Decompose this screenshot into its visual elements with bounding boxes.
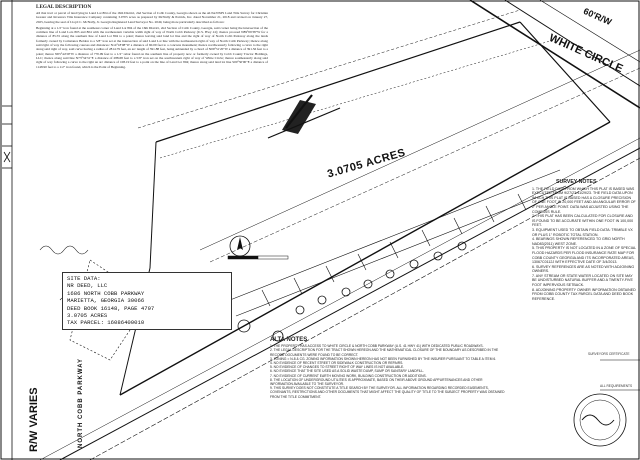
alta-note: 6. NO EVIDENCE THAT THE SITE USED AS A SOLID WASTE DUMP, SUMP OR SANITARY LANDFILL. [270,369,425,374]
survey-note: 6. SURVEY REFERENCES ARE AS NOTED WITH ADJOINING OWNERS. [532,264,635,274]
surveyor-seal [574,394,626,446]
alta-notes [270,338,506,399]
alta-note: 5. NO EVIDENCE OF CHANGES TO STREET RIGHT OF WAY LINES IS NOT AVAILABLE. [270,365,405,370]
alta-note: 7. NO EVIDENCE OF CURRENT EARTH MOVING WORK, BUILDING CONSTRUCTION OR ADDITIONS. [270,373,427,378]
surveyors-certificate-label: SURVEYORS CERTIFICATE [588,352,630,356]
survey-note: 7. ANY STREAM OR STATE WATER LOCATED ON SITE MAY BE UNDISTURBED NATURAL BUFFER AND A TWENTY-FIVE FOOT IMPERVIOUS SETBACK. [532,273,633,288]
acreage-label: 3.0705 ACRES [326,146,407,181]
alta-notes-title: ALTA NOTES [270,337,308,343]
alta-note: 4. NO EVIDENCE OF RECENT STREET OR SIDEWALK CONSTRUCTION OR REPAIRS. [270,361,404,366]
site-data-line: SITE DATA: [67,275,101,282]
survey-notes [532,180,636,301]
site-data-box [62,272,232,330]
survey-notes-title: SURVEY NOTES [556,179,597,185]
white-circle-row-label: 60'R/W [581,6,614,28]
rw-varies-label: R/W VARIES [28,387,40,452]
scale-bar [228,256,288,259]
survey-note: 4. BEARINGS SHOWN REFERENCED TO GRID NORTH NAD83(2011) WEST ZONE. [532,237,625,246]
left-tick-marks [2,106,12,168]
alta-note: 9. THIS SURVEY DOES NOT CONSTITUTE A TITLE SEARCH BY THE SURVEYOR. ALL INFORMATION REGARDING RECORDED EASEMENTS, COVENANTS, RESTRICTIONS AND OTHER DOCUMENTS THAT MIGHT AFFECT THE QUALITY OF TITLE TO THE SUBJECT PROPERTY WAS OBTAINED FROM THE TITLE COMMITMENT. [270,386,505,399]
seal-requirements-label: ALL REQUIREMENTS [600,384,633,388]
cobb-parkway-label: NORTH COBB PARKWAY [78,357,84,448]
alta-note: 8. THE LOCATION OF UNDERGROUND UTILITIES IS APPROXIMATE, BASED ON THEIR ABOVE GROUND APPURTENANCES AND OTHER INFORMATION AVAILABLE TO THE SURVEYOR. [270,377,483,387]
survey-note: 2. THIS PLAT HAS BEEN CALCULATED FOR CLOSURE AND IS FOUND TO BE ACCURATE WITHIN ONE FOOT IN 100,000 FEET. [532,214,634,228]
white-circle-road [470,0,640,108]
parking-stripes [230,170,566,316]
alta-note: 1. THE PROPERTY HAS ACCESS TO WHITE CIRCLE & NORTH COBB PARKWAY (U.S. 41 HWY 41) WITH DEDICATED PUBLIC ROADWAYS. [270,344,484,349]
survey-note: 1. THE FIELD DATA FROM WHICH THIS PLAT IS BASED WAS EXECUTED FROM 9/27/23-11/29/23. THE FIELD DATA UPON WHICH THIS PLAT IS BASED HAS A CLOSURE PRECISION OF ONE FOOT IN 20,000 FEET AND AN ANGULAR ERROR OF 2" PER ANGLE POINT. DATA WAS ADJUSTED USING THE COMPASS RULE. [532,186,636,214]
white-circle-label: WHITE CIRCLE [547,32,625,76]
legal-description [36,4,268,71]
site-data-line: 3.0705 ACRES [67,312,108,320]
legal-heading: LEGAL DESCRIPTION [36,4,92,10]
site-data-line: TAX PARCEL: 16086400010 [67,319,145,327]
legal-paragraph-1: All that tract or parcel of land lying in Land Lot 804 of the 16th District, 2nd Section of Cobb County, Georgia shown as the ALTA/NSPS Land Title Survey for Christian Greater and Investors Title Insurance Company containing 3.0705 acres as prepared by McNally & Patrick, Inc. dated November 21, 2018 and revised on January 27, 2025, bearing the seal of Lloyd C. McNally, Jr. Georgia Registered Land Surveyor No. 2049, being more particularly described as follows: [36,11,268,24]
alta-note: 3. ZONING = N-8 & CG. ZONING INFORMATION SHOWN HEREON HAS NOT BEEN FURNISHED BY THE INSURER PURSUANT TO TABLE A ITEM 6. [270,356,497,361]
north-arrow-icon [230,236,250,256]
site-data-line: DEED BOOK 16148, PAGE 4797 [67,304,155,312]
site-data-line: 1686 NORTH COBB PARKWAY [67,289,145,297]
legal-paragraph-2: Beginning at a 1/2" iron found at the southeast corner of Land Lot 804 of the 16th District, 2nd Section of Cobb County, Georgia, said corner being the intersection of the common line of Land Lots 803 and 804 with the northeastern variable width right of way of North Cobb Parkway (U.S. Hwy 41); thence proceed N89°09'38"W for a distance of 85.55 along the southern line of Land Lot 804 to a point; thence leaving said land lot line and the right of way of North Cobb Parkway along the lands formerly owned by Comstance Beldon to a 5/8" iron set at the intersection of said Land Lot line with the northeastern right of way of North Cobb Parkway; thence along said right of way the following courses and distances: N14°18'08"W a distance of 60.09 feet to a concrete monument; thence northwesterly following a curve to the right along said right of way, said curve having a radius of 2814.79 feet, an arc length of 391.88 feet, being subtended by a chord of N09°51'20"W a distance of 391.56 feet to a point; thence N05°44'39"W a distance of 770.99 feet to a 1/2" rebar found on the southern line of property now or formerly owned by Cobb County Tractor Holdings, LLC; thence along said line N73°34'31"E a distance of 288.68 feet to a 5/8" iron set on the southwestern right of way of White Circle; thence southeasterly along said right of way following a curve to the right an arc distance of 108.19 feet to a point on the line of Land Lot 804; thence along said land lot line S00°50'00"E a distance of 1148.90 feet to a 1/2" iron found, which is the Point of Beginning. [36,25,268,69]
survey-note: 3. EQUIPMENT USED TO OBTAIN FIELD DATA: TRIMBLE VX OR PLUS 1" ROBOTIC TOTAL STATION. [532,227,633,237]
alta-note: 2. THE LEGAL DESCRIPTION FOR THE TRACT SHOWN HEREON AND THE MATHEMATICAL CLOSURE OF THE BOUNDARY AS DESCRIBED IN THE RECORD DOCUMENTS WERE FOUND TO BE CORRECT. [270,348,499,357]
survey-note: 5. THIS PROPERTY IS NOT LOCATED IN A ZONE OF SPECIAL FLOOD HAZARDS PER FLOOD INSURANCE RATE MAP FOR COBB COUNTY GEORGIA AND ITS INCORPORATED AREAS, 13067C0112J WITH EFFECTIVE DATE OF 3/4/2013. [532,246,636,265]
site-data-line: NR DEED, LLC [67,282,108,290]
site-data-line: MARIETTA, GEORGIA 30066 [67,297,145,305]
survey-note: 8. ADJOINING PROPERTY OWNER INFORMATION OBTAINED FROM COBB COUNTY TAX PARCEL DATA AND DEED BOOK REFERENCE. [532,287,636,301]
